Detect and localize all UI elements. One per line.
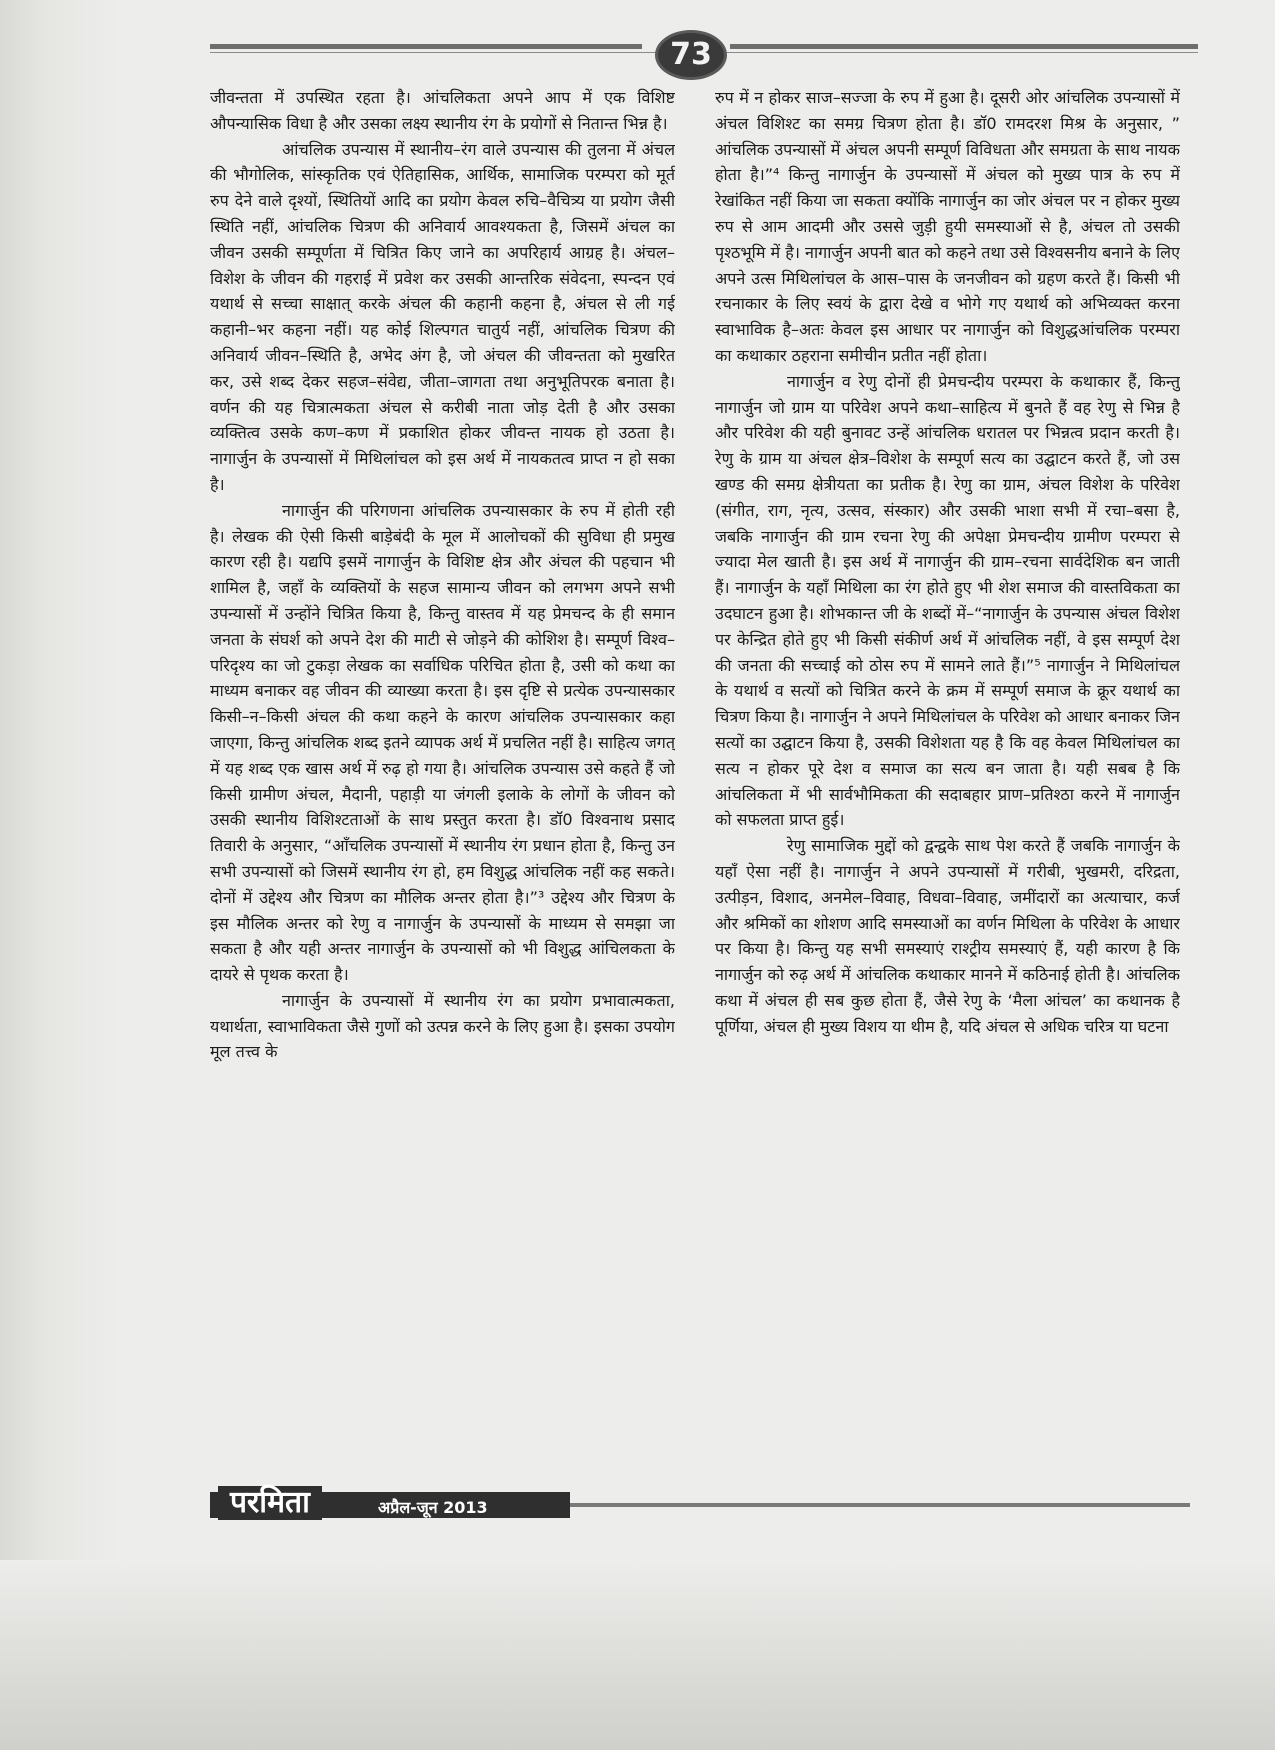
issue-date: अप्रैल-जून 2013 <box>378 1498 488 1517</box>
paragraph: आंचलिक उपन्यास में स्थानीय–रंग वाले उपन्यास की तुलना में अंचल की भौगोलिक, सांस्कृतिक एवं ऐतिहासिक, आर्थिक, सामाजिक परम्परा को मूर्त रुप देने वाले दृश्यों, स्थितियों आदि का प्रयोग केवल रुचि–वैचित्र्य या प्रयोग जैसी स्थिति नहीं, आंचलिक चित्रण की अनिवार्य आवश्यकता है, जिसमें अंचल का जीवन उसकी सम्पूर्णता में चित्रित किए जाने का अपरिहार्य आग्रह है। अंचल–विशेश के जीवन की गहराई में प्रवेश कर उसकी आन्तरिक संवेदना, स्पन्दन एवं यथार्थ से सच्चा साक्षात् करके अंचल की कहानी कहना है, अंचल से ली गई कहानी–भर कहना नहीं। यह कोई शिल्पगत चातुर्य नहीं, आंचलिक चित्रण की अनिवार्य जीवन–स्थिति है, अभेद अंग है, जो अंचल की जीवन्तता को मुखरित कर, उसे शब्द देकर सहज–संवेद्य, जीता–जागता तथा अनुभूतिपरक बनाता है। वर्णन की यह चित्रात्मकता अंचल से करीबी नाता जोड़ देती है और उसका व्यक्तित्व उसके कण–कण में प्रकाशित होकर जीवन्त नायक हो उठता है। नागार्जुन के उपन्यासों में मिथिलांचल को इस अर्थ में नायकतत्व प्राप्त न हो सका है। <box>210 139 675 494</box>
paragraph: रेणु सामाजिक मुद्दों को द्वन्द्वके साथ पेश करते हैं जबकि नागार्जुन के यहाँ ऐसा नहीं है। नागार्जुन ने अपने उपन्यासों में गरीबी, भुखमरी, दरिद्रता, उत्पीड़न, विशाद, अनमेल–विवाह, विधवा–विवाह, जमींदारों का अत्याचार, कर्ज और श्रमिकों का शोशण आदि समस्याओं का वर्णन मिथिला के परिवेश के आधार पर किया है। किन्तु यह सभी समस्याएं राश्ट्रीय समस्याएं हैं, यही कारण है कि नागार्जुन को रुढ़ अर्थ में आंचलिक कथाकार मानने में कठिनाई होती है। आंचलिक कथा में अंचल ही सब कुछ होता हैं, जैसे रेणु के ‘मैला आंचल’ का कथानक है पूर्णिया, अंचल ही मुख्य विशय या थीम है, यदि अंचल से अधिक चरित्र या घटना <box>715 836 1180 1036</box>
page-bottom-shadow <box>0 1560 1275 1750</box>
page-footer <box>210 1486 1190 1520</box>
paragraph: नागार्जुन की परिगणना आंचलिक उपन्यासकार के रुप में होती रही है। लेखक की ऐसी किसी बाड़ेबंदी के मूल में आलोचकों की सुविधा ही प्रमुख कारण रही है। यद्यपि इसमें नागार्जुन के विशिष्ट क्षेत्र और अंचल की पहचान भी शामिल है, जहाँ के व्यक्तियों के सहज सामान्य जीवन को लगभग अपने सभी उपन्यासों में उन्होंने चित्रित किया है, किन्तु वास्तव में यह प्रेमचन्द के ही समान जनता के संघर्श को अपने देश की माटी से जोड़ने की कोशिश है। सम्पूर्ण विश्व–परिदृश्य का जो टुकड़ा लेखक का सर्वाधिक परिचित होता है, उसी को कथा का माध्यम बनाकर वह जीवन की व्याख्या करता है। इस दृष्टि से प्रत्येक उपन्यासकार किसी–न–किसी अंचल की कथा कहने के कारण आंचलिक उपन्यासकार कहा जाएगा, किन्तु आंचलिक शब्द इतने व्यापक अर्थ में प्रचलित नहीं है। साहित्य जगत् में यह शब्द एक खास अर्थ में रुढ़ हो गया है। आंचलिक उपन्यास उसे कहते हैं जो किसी ग्रामीण अंचल, मैदानी, पहाड़ी या जंगली इलाके के लोगों के जीवन को उसकी स्थानीय विशिश्टताओं के साथ प्रस्तुत करता है। डॉ0 विश्वनाथ प्रसाद तिवारी के अनुसार, “आँचलिक उपन्यासों में स्थानीय रंग प्रधान होता है, किन्तु उन सभी उपन्यासों को जिसमें स्थानीय रंग हो, हम विशुद्ध आंचलिक नहीं कह सकते। दोनों में उद्देश्य और चित्रण का मौलिक अन्तर होता है।”³ उद्देश्य और चित्रण के इस मौलिक अन्तर को रेणु व नागार्जुन के उपन्यासों के माध्यम से समझा जा सकता है और यही अन्तर नागार्जुन के उपन्यासों को भी विशुद्ध आंचिलकता के दायरे से पृथक करता है। <box>210 500 675 985</box>
paragraph: नागार्जुन व रेणु दोनों ही प्रेमचन्दीय परम्परा के कथाकार हैं, किन्तु नागार्जुन जो ग्राम या परिवेश अपने कथा–साहित्य में बुनते हैं वह रेणु से भिन्न है और परिवेश की यही बुनावट उन्हें आंचलिक धरातल पर भिन्नत्व प्रदान करती है। रेणु के ग्राम या अंचल क्षेत्र–विशेश के सम्पूर्ण सत्य का उद्घाटन करते हैं, जो उस खण्ड की समग्र क्षेत्रीयता का प्रतीक है। रेणु का ग्राम, अंचल विशेश के परिवेश (संगीत, राग, नृत्य, उत्सव, संस्कार) और उसकी भाशा सभी में रचा–बसा है, जबकि नागार्जुन की ग्राम रचना रेणु की अपेक्षा प्रेमचन्दीय ग्रामीण परम्परा से ज्यादा मेल खाती है। इस अर्थ में नागार्जुन की ग्राम–रचना सार्वदेशिक बन जाती हैं। नागार्जुन के यहाँ मिथिला का रंग होते हुए भी शेश समाज की वास्तविकता का उदघाटन हुआ है। शोभकान्त जी के शब्दों में–“नागार्जुन के उपन्यास अंचल विशेश पर केन्द्रित होते हुए भी किसी संकीर्ण अर्थ में आंचलिक नहीं, वे इस सम्पूर्ण देश की जनता की सच्चाई को ठोस रुप में सामने लाते हैं।”⁵ नागार्जुन ने मिथिलांचल के यथार्थ व सत्यों को चित्रित करने के क्रम में सम्पूर्ण समाज के क्रूर यथार्थ का चित्रण किया है। नागार्जुन ने अपने मिथिलांचल के परिवेश को आधार बनाकर जिन सत्यों का उद्घाटन किया है, उसकी विशेशता यह है कि वह केवल मिथिलांचल का सत्य न होकर पूरे देश व समाज का सत्य बन जाता है। यही सबब है कि आंचलिकता में भी सार्वभौमिकता की सदाबहार प्राण–प्रतिश्ठा करने में नागार्जुन को सफलता प्राप्त हुई। <box>715 371 1180 830</box>
page-gutter-shadow <box>0 0 120 1750</box>
paragraph: रुप में न होकर साज–सज्जा के रुप में हुआ है। दूसरी ओर आंचलिक उपन्यासों में अंचल विशिश्ट का समग्र चित्रण होता है। डॉ0 रामदरश मिश्र के अनुसार, ” आंचलिक उपन्यासों में अंचल अपनी सम्पूर्ण विविधता और समग्रता के साथ नायक होता है।”⁴ किन्तु नागार्जुन के उपन्यासों में अंचल को मुख्य पात्र के रुप में रेखांकित नहीं किया जा सकता क्योंकि नागार्जुन का जोर अंचल पर न होकर मुख्य रुप से आम आदमी और उससे जुड़ी हुयी समस्याओं से है, अंचल तो उसकी पृश्ठभूमि में है। नागार्जुन अपनी बात को कहने तथा उसे विश्वसनीय बनाने के लिए अपने उत्स मिथिलांचल के आस–पास के जनजीवन को ग्रहण करते हैं। किसी भी रचनाकार के लिए स्वयं के द्वारा देखे व भोगे गए यथार्थ को अभिव्यक्त करना स्वाभाविक है–अतः केवल इस आधार पर नागार्जुन को विशुद्धआंचलिक परम्परा का कथाकार ठहराना समीचीन प्रतीत नहीं होता। <box>715 88 1180 365</box>
magazine-page <box>210 0 1180 1560</box>
paragraph: नागार्जुन के उपन्यासों में स्थानीय रंग का प्रयोग प्रभावात्मकता, यथार्थता, स्वाभाविकता जैसे गुणों को उत्पन्न करने के लिए हुआ है। इसका उपयोग मूल तत्त्व के <box>210 990 675 1062</box>
right-column <box>715 85 1180 1480</box>
left-column <box>210 85 675 1480</box>
paragraph: जीवन्तता में उपस्थित रहता है। आंचलिकता अपने आप में एक विशिष्ट औपन्यासिक विधा है और उसका लक्ष्य स्थानीय रंग के प्रयोगों से नितान्त भिन्न है। <box>210 88 675 133</box>
header-rule-right <box>730 44 1198 49</box>
page-number: 73 <box>655 30 727 80</box>
header-rule-left <box>210 44 642 49</box>
magazine-logo: परमिता <box>218 1486 322 1520</box>
footer-rule <box>570 1503 1190 1507</box>
